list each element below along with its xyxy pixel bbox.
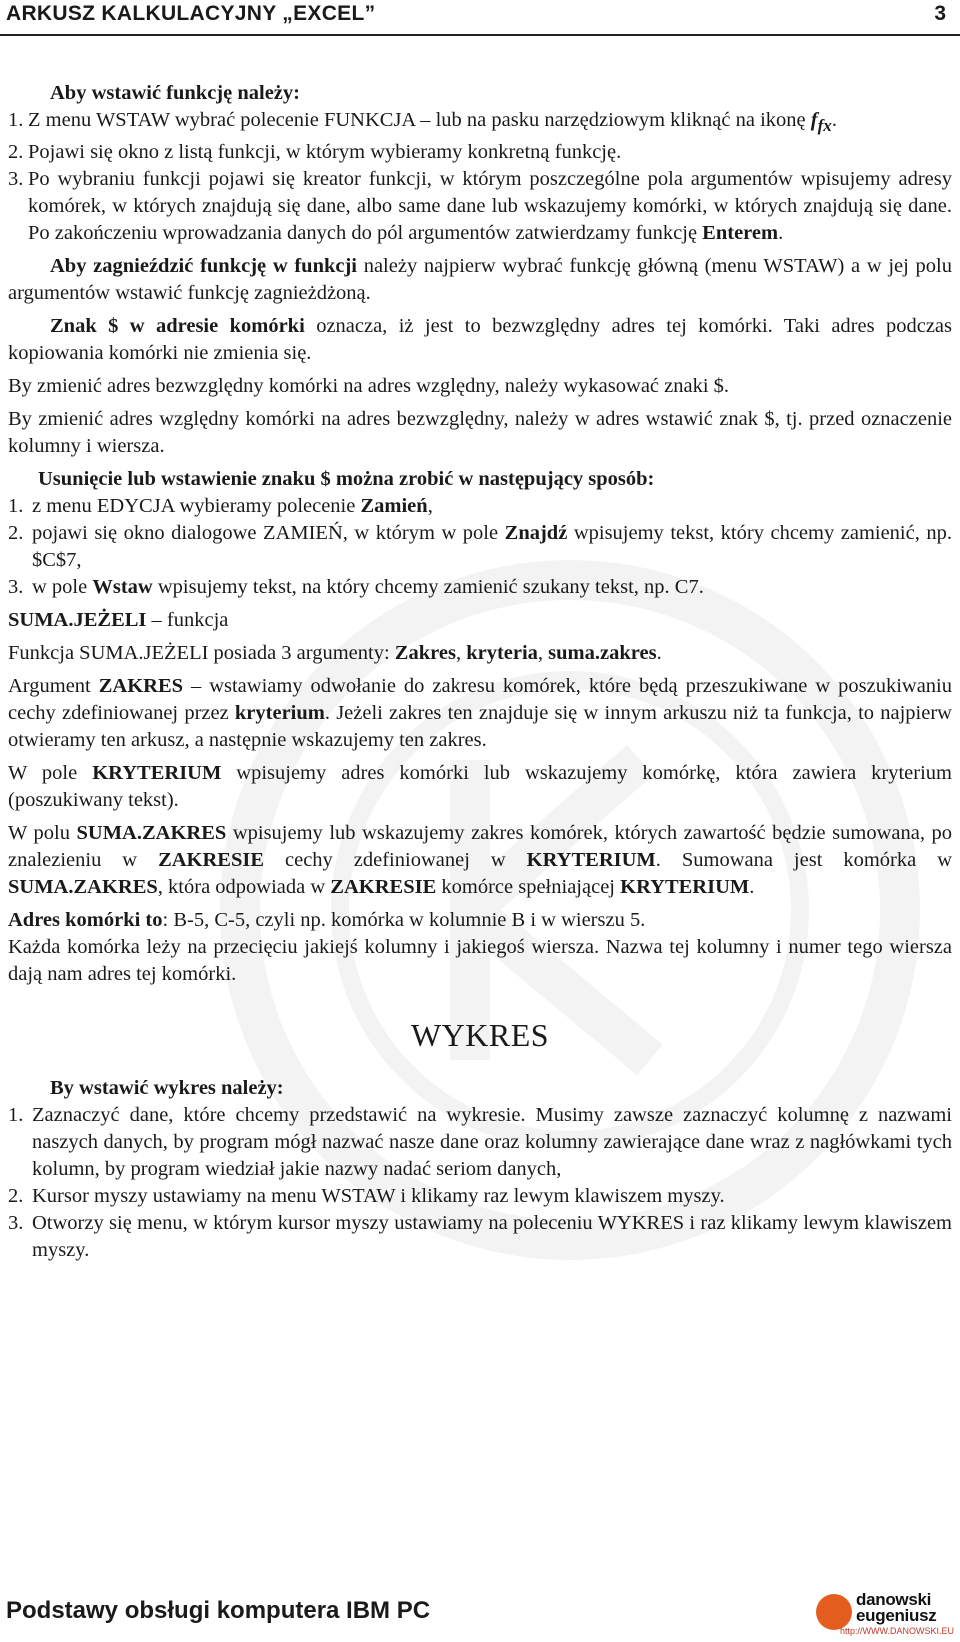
chart-step-3: 3. Otworzy się menu, w którym kursor myszy ustawiamy na poleceniu WYKRES i raz klikamy lewym klawiszem myszy. (8, 1212, 952, 1262)
logo-line-1: danowski (856, 1590, 932, 1609)
sumif-criteria: W pole KRYTERIUM wpisujemy adres komórki lub wskazujemy komórkę, która zawiera kryterium (poszukiwany tekst). (8, 762, 952, 812)
header-title: ARKUSZ KALKULACYJNY „EXCEL” (6, 2, 376, 25)
replace-step-2: 2. pojawi się okno dialogowe ZAMIEŃ, w którym w pole Znajdź wpisujemy tekst, który chcemy zamienić, np. $C$7, (8, 522, 952, 572)
functions-step-3: 3. Po wybraniu funkcji pojawi się kreator funkcji, w którym poszczególne pola argumentów wpisujemy adresy komórek, w których znajdują się dane, albo same dane lub wskazujemy komórki, w których znajdują się dane. Po zakończeniu wprowadzania danych do pól argumentów zatwierdzamy funkcję Enterem. (8, 168, 952, 245)
page-number: 3 (934, 2, 946, 25)
to-relative-paragraph: By zmienić adres bezwzględny komórki na adres względny, należy wykasować znaki $. (8, 375, 730, 398)
sumif-args: Funkcja SUMA.JEŻELI posiada 3 argumenty: Zakres, kryteria, suma.zakres. (8, 642, 662, 665)
logo-line-2: eugeniusz (856, 1606, 937, 1625)
chart-heading: By wstawić wykres należy: (50, 1077, 284, 1100)
address-line: Adres komórki to: B-5, C-5, czyli np. komórka w kolumnie B i w wierszu 5. (8, 909, 646, 932)
fx-icon: $f_{fx}$ (810, 109, 832, 136)
functions-step-1: 1. Z menu WSTAW wybrać polecenie FUNKCJA – lub na pasku narzędziowym kliknąć na ikonę $f_{fx}$. (8, 109, 837, 136)
to-absolute-paragraph: By zmienić adres względny komórki na adres bezwzględny, należy w adres wstawić znak $, tj. przed oznaczenie kolumny i wiersza. (8, 408, 952, 458)
address-paragraph: Każda komórka leży na przecięciu jakiejś kolumny i jakiegoś wiersza. Nazwa tej kolumny i numer tego wiersza dają nam adres tej komórki. (8, 936, 952, 986)
chart-step-1: 1. Zaznaczyć dane, które chcemy przedstawić na wykresie. Musimy zawsze zaznaczyć kolumnę z nazwami naszych danych, by program mógł nazwać nasze dane oraz kolumny zawierające dane wraz z nagłówkami tych kolumn, by program wiedział jakie nazwy nadać seriom danych, (8, 1104, 952, 1181)
page-header (0, 0, 960, 36)
sumif-title: SUMA.JEŻELI – funkcja (8, 609, 229, 632)
sumif-range: Argument ZAKRES – wstawiamy odwołanie do zakresu komórek, które będą przeszukiwane w poszukiwaniu cechy zdefiniowanej przez kryterium. Jeżeli zakres ten znajduje się w innym arkuszu niż ta funkcja, to najpierw otwieramy ten arkusz, a następnie wskazujemy ten zakres. (8, 675, 952, 752)
sumif-sumrange: W polu SUMA.ZAKRES wpisujemy lub wskazujemy zakres komórek, których zawartość będzie sumowana, po znalezieniu w ZAKRESIE cechy zdefiniowanej w KRYTERIUM. Sumowana jest komórka w SUMA.ZAKRES, która odpowiada w ZAKRESIE komórce spełniającej KRYTERIUM. (8, 822, 953, 899)
dollar-paragraph: Znak $ w adresie komórki oznacza, iż jest to bezwzględny adres tej komórki. Taki adres podczas kopiowania komórki nie zmienia się. (8, 315, 952, 365)
replace-step-3: 3. w pole Wstaw wpisujemy tekst, na który chcemy zamienić szukany tekst, np. C7. (8, 576, 704, 599)
replace-step-1: 1. z menu EDYCJA wybieramy polecenie Zamień, (8, 495, 433, 518)
replace-heading: Usunięcie lub wstawienie znaku $ można zrobić w następujący sposób: (38, 468, 655, 491)
logo-url: http://WWW.DANOWSKI.EU (840, 1626, 955, 1636)
section-title-wykres: WYKRES (410, 1017, 550, 1054)
page-content (8, 80, 952, 1264)
logo-circle-icon (816, 1594, 852, 1630)
footer-title: Podstawy obsługi komputera IBM PC (6, 1597, 431, 1624)
publisher-logo (816, 1588, 954, 1640)
nested-paragraph: Aby zagnieździć funkcję w funkcji należy najpierw wybrać funkcję główną (menu WSTAW) a w jej polu argumentów wstawić funkcję zagnieżdżoną. (8, 255, 952, 305)
chart-step-2: 2. Kursor myszy ustawiamy na menu WSTAW i klikamy raz lewym klawiszem myszy. (8, 1185, 725, 1208)
functions-step-2: 2. Pojawi się okno z listą funkcji, w którym wybieramy konkretną funkcję. (8, 141, 622, 164)
functions-heading: Aby wstawić funkcję należy: (50, 82, 300, 104)
